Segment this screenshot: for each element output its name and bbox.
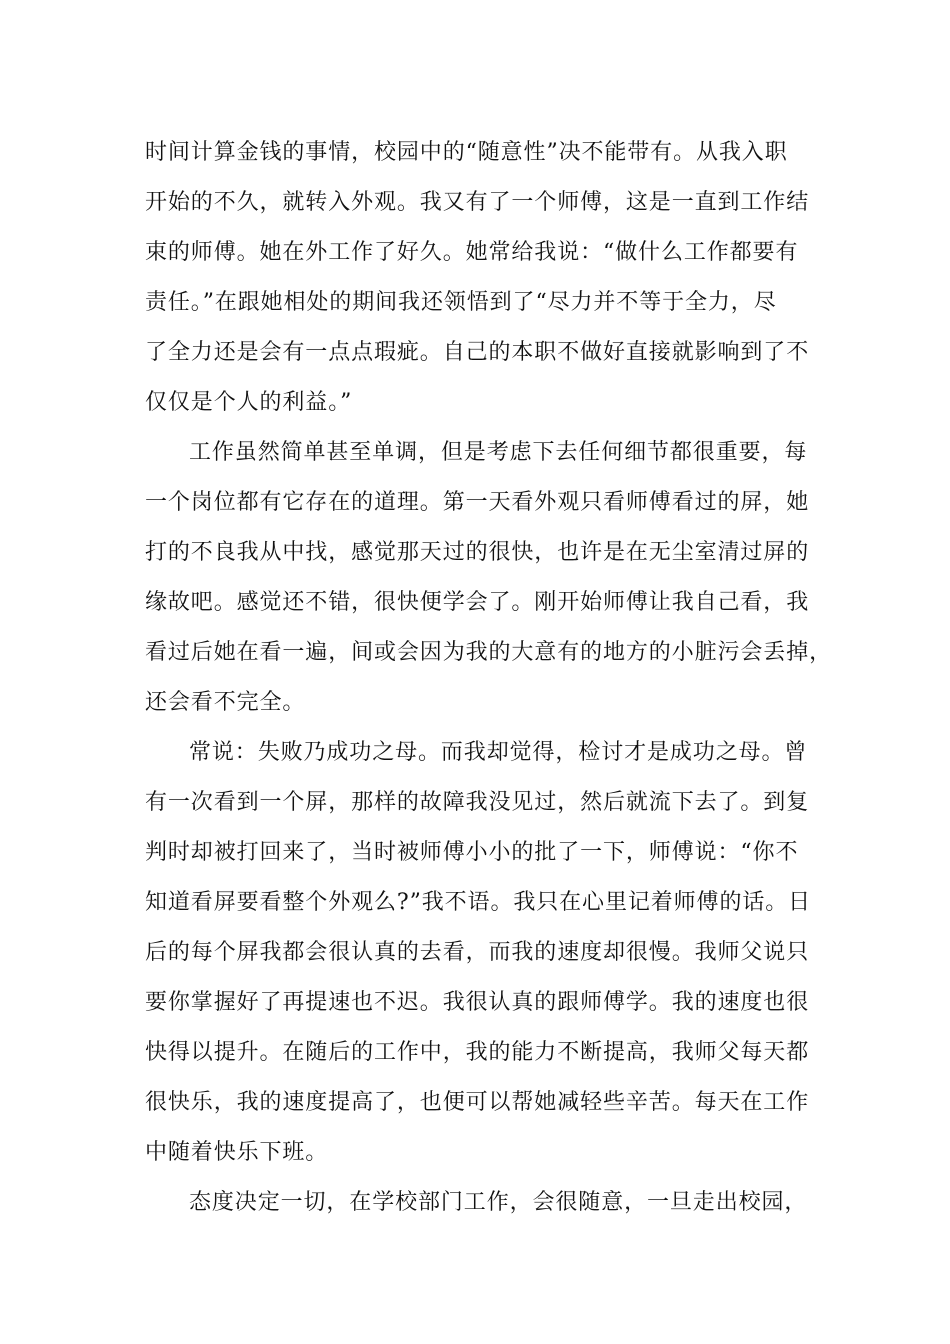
paragraph-1-line-4: 责任。”在跟她相处的期间我还领悟到了“尽力并不等于全力，尽 [145,290,777,315]
paragraph-3-line-2: 有一次看到一个屏，那样的故障我没见过，然后就流下去了。到复 [145,790,810,815]
paragraph-2-line-3: 打的不良我从中找，感觉那天过的很快，也许是在无尘室清过屏的 [145,540,810,565]
paragraph-2-line-6: 还会看不完全。 [145,690,306,715]
paragraph-3-line-1: 常说：失败乃成功之母。而我却觉得，检讨才是成功之母。曾 [189,740,808,765]
paragraph-3-line-6: 要你掌握好了再提速也不迟。我很认真的跟师傅学。我的速度也很 [145,990,810,1015]
paragraph-3-line-8: 很快乐，我的速度提高了，也便可以帮她减轻些辛苦。每天在工作 [145,1090,810,1115]
paragraph-3-line-9: 中随着快乐下班。 [145,1140,329,1165]
paragraph-3-line-7: 快得以提升。在随后的工作中，我的能力不断提高，我师父每天都 [145,1040,810,1065]
paragraph-4-line-1: 态度决定一切，在学校部门工作，会很随意，一旦走出校园， [189,1190,808,1215]
paragraph-1-line-6: 仅仅是个人的利益。” [145,390,353,415]
paragraph-3-line-4: 知道看屏要看整个外观么?”我不语。我只在心里记着师傅的话。日 [145,890,812,915]
paragraph-3-line-3: 判时却被打回来了，当时被师傅小小的批了一下，师傅说：“你不 [145,840,799,865]
paragraph-1-line-1: 时间计算金钱的事情，校园中的“随意性”决不能带有。从我入职 [145,140,788,165]
paragraph-3-line-5: 后的每个屏我都会很认真的去看，而我的速度却很慢。我师父说只 [145,940,810,965]
paragraph-2-line-5: 看过后她在看一遍，间或会因为我的大意有的地方的小脏污会丢掉， [145,640,833,665]
paragraph-1-line-5: 了全力还是会有一点点瑕疵。自己的本职不做好直接就影响到了不 [145,340,810,365]
paragraph-2-line-2: 一个岗位都有它存在的道理。第一天看外观只看师傅看过的屏，她 [145,490,810,515]
paragraph-1-line-3: 束的师傅。她在外工作了好久。她常给我说：“做什么工作都要有 [145,240,799,265]
paragraph-1-line-2: 开始的不久，就转入外观。我又有了一个师傅，这是一直到工作结 [145,190,810,215]
paragraph-2-line-1: 工作虽然简单甚至单调，但是考虑下去任何细节都很重要，每 [189,440,808,465]
paragraph-2-line-4: 缘故吧。感觉还不错，很快便学会了。刚开始师傅让我自己看，我 [145,590,810,615]
